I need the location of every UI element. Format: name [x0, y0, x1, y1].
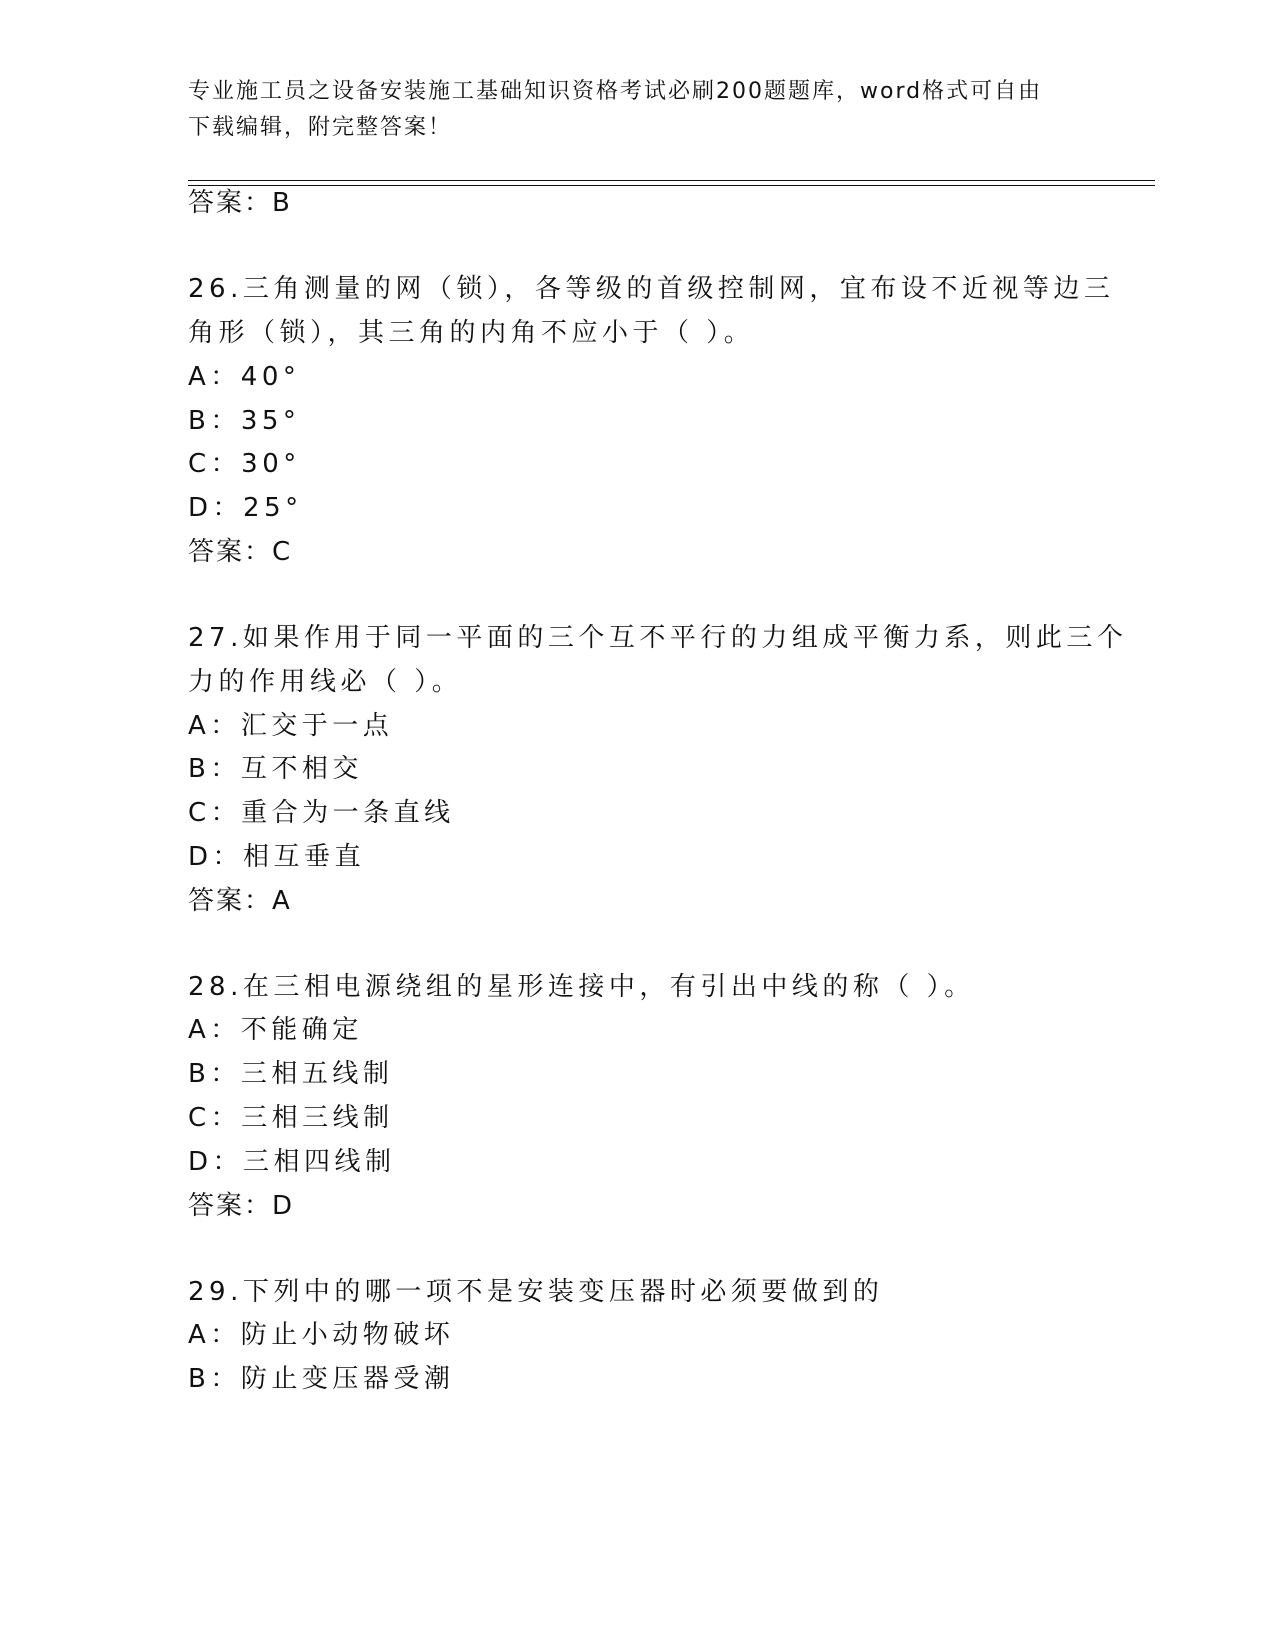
question-29-option-a: A：防止小动物破坏 — [188, 1320, 455, 1350]
question-27-option-b: B：互不相交 — [188, 754, 363, 784]
document-header — [188, 74, 1088, 146]
question-28-option-d: D：三相四线制 — [188, 1147, 396, 1177]
header-divider-thick — [188, 185, 1155, 186]
question-28-option-c: C：三相三线制 — [188, 1103, 394, 1133]
question-28-stem-line-1: 28.在三相电源绕组的星形连接中，有引出中线的称（ ）。 — [188, 972, 975, 1002]
question-29-option-b: B：防止变压器受潮 — [188, 1364, 455, 1394]
question-26-stem-line-2: 角形（锁），其三角的内角不应小于（ ）。 — [188, 318, 755, 348]
question-27-option-a: A：汇交于一点 — [188, 711, 394, 741]
question-26-option-d: D：25° — [188, 493, 303, 523]
header-line-1: 专业施工员之设备安装施工基础知识资格考试必刷200题题库，word格式可自由 — [188, 79, 1043, 104]
question-28-option-b: B：三相五线制 — [188, 1059, 394, 1089]
question-26-stem-line-1: 26.三角测量的网（锁），各等级的首级控制网，宜布设不近视等边三 — [188, 274, 1115, 304]
question-27-stem-line-2: 力的作用线必（ ）。 — [188, 667, 463, 697]
question-27-option-c: C：重合为一条直线 — [188, 798, 455, 828]
question-26-option-c: C：30° — [188, 449, 301, 479]
question-27-stem-line-1: 27.如果作用于同一平面的三个互不平行的力组成平衡力系，则此三个 — [188, 623, 1128, 653]
question-29-stem-line-1: 29.下列中的哪一项不是安装变压器时必须要做到的 — [188, 1277, 884, 1307]
question-27-option-d: D：相互垂直 — [188, 842, 366, 872]
header-divider-thin — [188, 180, 1155, 181]
question-26-option-a: A：40° — [188, 362, 301, 392]
question-26-answer: 答案：C — [188, 537, 293, 567]
question-27-answer: 答案：A — [188, 886, 292, 916]
question-26-option-b: B：35° — [188, 406, 301, 436]
question-28-answer: 答案：D — [188, 1191, 295, 1221]
header-line-2: 下载编辑，附完整答案！ — [188, 115, 453, 140]
answer-25: 答案：B — [188, 188, 292, 218]
question-28-option-a: A：不能确定 — [188, 1015, 363, 1045]
